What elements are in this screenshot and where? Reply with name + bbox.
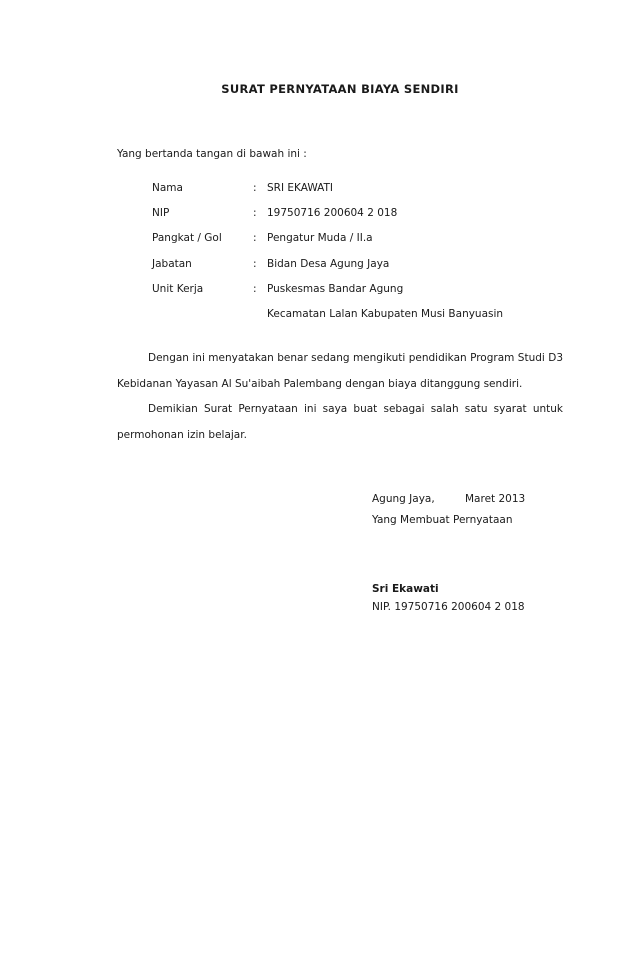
signature-name: Sri Ekawati	[372, 583, 439, 595]
paragraph-2-line-1-text: Demikian Surat Pernyataan ini saya buat sebagai salah satu syarat untuk	[148, 403, 563, 415]
field-value: 19750716 200604 2 018	[267, 207, 398, 219]
paragraph-1-line-1	[117, 352, 563, 364]
signature-nip: NIP. 19750716 200604 2 018	[372, 601, 525, 613]
field-colon: :	[253, 258, 257, 270]
field-label: Unit Kerja	[152, 283, 204, 295]
field-value: Puskesmas Bandar Agung	[267, 283, 404, 295]
document-title: SURAT PERNYATAAN BIAYA SENDIRI	[221, 82, 459, 96]
paragraph-1-line-2: Kebidanan Yayasan Al Su'aibah Palembang dengan biaya ditanggung sendiri.	[117, 378, 523, 390]
field-label: Pangkat / Gol	[152, 232, 222, 244]
field-colon: :	[253, 207, 257, 219]
field-colon: :	[253, 283, 257, 295]
signature-place-date	[372, 493, 526, 505]
paragraph-1-line-1-text: Dengan ini menyatakan benar sedang mengikuti pendidikan Program Studi D3	[148, 352, 563, 364]
field-value: SRI EKAWATI	[267, 182, 334, 194]
field-label: NIP	[152, 207, 170, 219]
field-value: Pengatur Muda / II.a	[267, 232, 373, 244]
field-label: Nama	[152, 182, 183, 194]
signature-role: Yang Membuat Pernyataan	[372, 514, 513, 526]
paragraph-2-line-1	[117, 403, 563, 415]
paragraph-2-line-2: permohonan izin belajar.	[117, 429, 247, 441]
intro-text: Yang bertanda tangan di bawah ini :	[117, 148, 307, 160]
field-colon: :	[253, 182, 257, 194]
address-continuation: Kecamatan Lalan Kabupaten Musi Banyuasin	[267, 308, 504, 320]
field-label: Jabatan	[152, 258, 192, 270]
signature-place: Agung Jaya,	[372, 493, 435, 505]
field-colon: :	[253, 232, 257, 244]
signature-date: Maret 2013	[465, 493, 526, 505]
field-value: Bidan Desa Agung Jaya	[267, 258, 390, 270]
